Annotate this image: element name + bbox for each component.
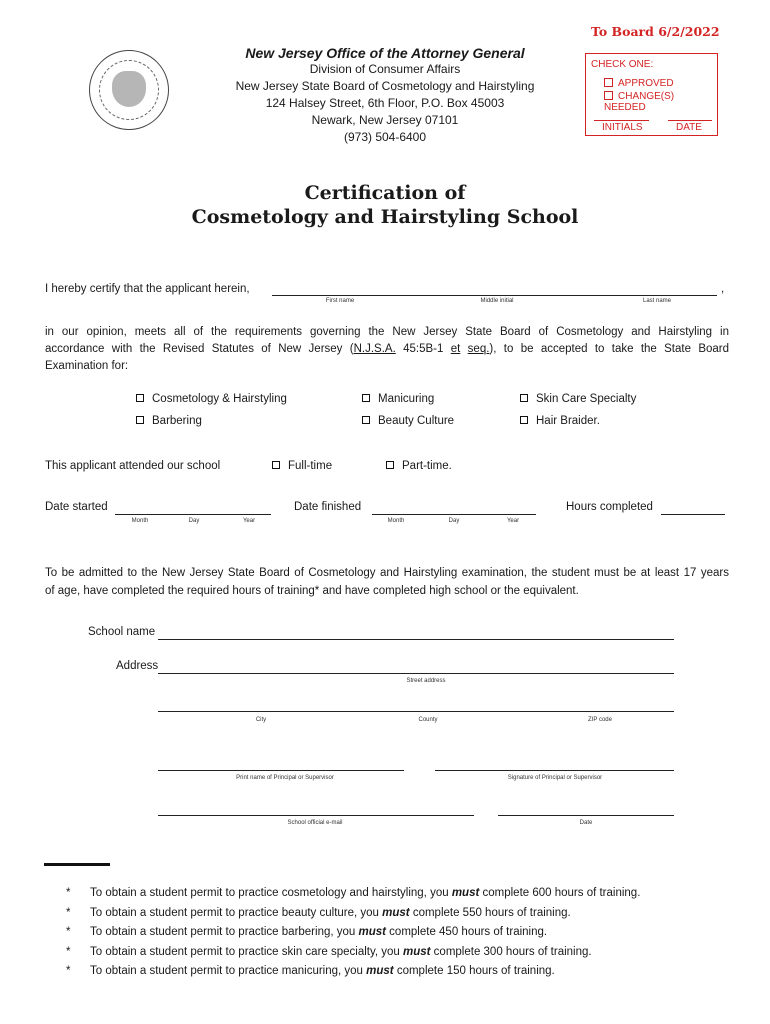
date-started-year-caption: Year xyxy=(242,518,256,524)
school-name-field[interactable] xyxy=(158,639,674,640)
requirement-item: * To obtain a student permit to practice cosmetology and hairstyling, you must complete 600 hours of training. xyxy=(66,887,641,899)
date-finished-day-caption: Day xyxy=(448,518,460,524)
applicant-name-field[interactable] xyxy=(272,295,717,296)
city-address: Newark, New Jersey 07101 xyxy=(311,113,459,127)
admission-text xyxy=(45,564,729,600)
certify-intro: I hereby certify that the applicant herein, xyxy=(45,283,250,295)
date-started-field[interactable] xyxy=(115,514,271,515)
opinion-line3: Examination for: xyxy=(45,360,129,372)
first-name-caption: First name xyxy=(325,298,355,304)
form-title-line2: Cosmetology and Hairstyling School xyxy=(191,206,579,228)
footnote-divider xyxy=(44,863,110,866)
program-barbering[interactable]: Barbering xyxy=(136,415,202,427)
opinion-line1: in our opinion, meets all of the requirements governing the New Jersey State Board of Cosmetology and Hairstyling in xyxy=(45,326,729,338)
requirement-item: * To obtain a student permit to practice skin care specialty, you must complete 300 hours of training. xyxy=(66,945,592,958)
requirement-item: * To obtain a student permit to practice manicuring, you must complete 150 hours of training. xyxy=(66,965,555,977)
stamp-date: DATE xyxy=(676,122,702,133)
form-title-line1: Certification of xyxy=(304,182,466,204)
street-address-caption: Street address xyxy=(406,678,446,684)
hours-completed-label: Hours completed xyxy=(566,501,653,513)
requirement-item: * To obtain a student permit to practice barbering, you must complete 450 hours of training. xyxy=(66,926,548,938)
program-manicuring[interactable]: Manicuring xyxy=(362,393,434,405)
date-started-month-caption: Month xyxy=(131,518,149,524)
admission-line2: of age, have completed the required hours of training* and have completed high school or the equivalent. xyxy=(45,585,579,597)
approval-stamp xyxy=(585,53,718,136)
principal-signature-caption: Signature of Principal or Supervisor xyxy=(507,775,603,781)
checkbox-icon xyxy=(136,394,144,402)
checkbox-icon xyxy=(604,91,613,100)
principal-signature-field[interactable] xyxy=(435,770,674,771)
street-address: 124 Halsey Street, 6th Floor, P.O. Box 45003 xyxy=(265,96,505,110)
header-block xyxy=(195,45,575,146)
date-signed-field[interactable] xyxy=(498,815,674,816)
stamp-approved[interactable]: APPROVED xyxy=(604,78,674,89)
city-caption: City xyxy=(255,717,267,723)
checkbox-icon xyxy=(362,394,370,402)
state-seal-logo xyxy=(89,50,169,130)
checkbox-icon xyxy=(362,416,370,424)
checkbox-icon xyxy=(136,416,144,424)
stamp-initials: INITIALS xyxy=(602,122,643,133)
principal-name-field[interactable] xyxy=(158,770,404,771)
checkbox-icon xyxy=(604,78,613,87)
zip-caption: ZIP code xyxy=(588,717,612,723)
checkbox-icon xyxy=(520,416,528,424)
program-skin-care[interactable]: Skin Care Specialty xyxy=(520,393,636,405)
city-county-zip-field[interactable] xyxy=(158,711,674,712)
certify-comma: , xyxy=(721,283,725,295)
attendance-parttime[interactable]: Part-time. xyxy=(386,460,452,472)
division-name: Division of Consumer Affairs xyxy=(309,62,461,76)
program-beauty-culture[interactable]: Beauty Culture xyxy=(362,415,454,427)
date-finished-label: Date finished xyxy=(294,501,362,513)
board-note: To Board 6/2/2022 xyxy=(591,24,720,39)
checkbox-icon xyxy=(386,461,394,469)
checkbox-icon xyxy=(272,461,280,469)
principal-name-caption: Print name of Principal or Supervisor xyxy=(236,775,334,781)
opinion-paragraph xyxy=(45,324,729,375)
date-finished-month-caption: Month xyxy=(387,518,405,524)
checkbox-icon xyxy=(520,394,528,402)
street-address-field[interactable] xyxy=(158,673,674,674)
middle-initial-caption: Middle initial xyxy=(480,298,514,304)
board-name: New Jersey State Board of Cosmetology and Hairstyling xyxy=(235,79,535,93)
stamp-changes-needed[interactable]: CHANGE(S) NEEDED xyxy=(604,91,675,113)
program-hair-braider[interactable]: Hair Braider. xyxy=(520,415,600,427)
phone-number: (973) 504-6400 xyxy=(343,130,427,144)
opinion-line2: accordance with the Revised Statutes of New Jersey (N.J.S.A. 45:5B-1 et seq.), to be accepted to take the State Board xyxy=(45,343,730,355)
training-requirements-list xyxy=(66,884,640,982)
date-signed-caption: Date xyxy=(579,820,593,826)
attendance-label: This applicant attended our school xyxy=(45,460,221,472)
seq-text: seq. xyxy=(467,343,490,355)
et-text: et xyxy=(450,343,461,355)
school-email-caption: School official e-mail xyxy=(287,820,343,826)
admission-line1: To be admitted to the New Jersey State Board of Cosmetology and Hairstyling examination, the student must be at least 17 years xyxy=(45,567,729,579)
njsa-citation: N.J.S.A. xyxy=(353,343,396,355)
school-name-label: School name xyxy=(88,626,156,638)
office-name: New Jersey Office of the Attorney General xyxy=(245,45,525,61)
date-finished-field[interactable] xyxy=(372,514,536,515)
address-label: Address xyxy=(116,660,159,672)
requirement-item: * To obtain a student permit to practice beauty culture, you must complete 550 hours of training. xyxy=(66,906,571,919)
date-started-day-caption: Day xyxy=(188,518,200,524)
date-started-label: Date started xyxy=(45,501,108,513)
hours-completed-field[interactable] xyxy=(661,514,725,515)
county-caption: County xyxy=(418,717,438,723)
program-cosmetology[interactable]: Cosmetology & Hairstyling xyxy=(136,393,287,405)
date-finished-year-caption: Year xyxy=(506,518,520,524)
stamp-check-one: CHECK ONE: xyxy=(591,59,654,70)
last-name-caption: Last name xyxy=(642,298,672,304)
school-email-field[interactable] xyxy=(158,815,474,816)
attendance-fulltime[interactable]: Full-time xyxy=(272,460,332,472)
